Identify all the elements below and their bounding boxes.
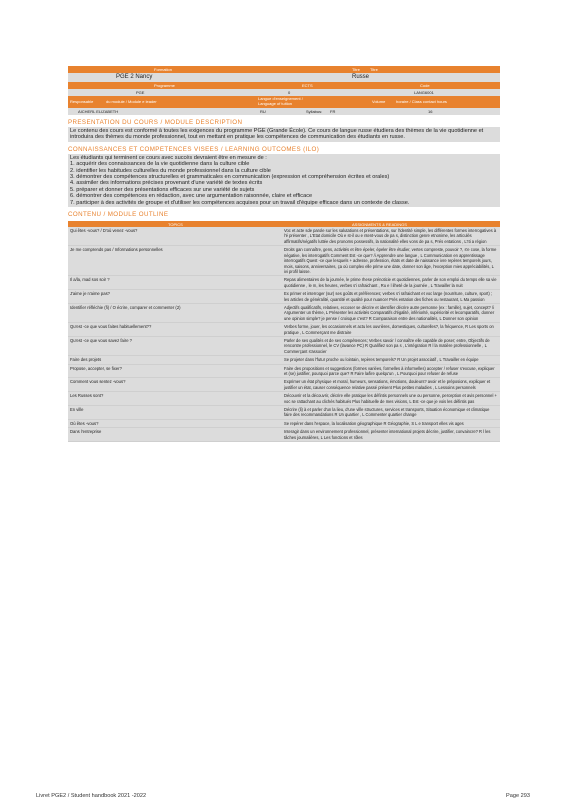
hours-value: 16 [428,109,433,114]
programme-label: Programme [154,83,175,88]
presentation-title: PRESENTATION DU COURS / MODULE DESCRIPTION [68,119,243,126]
outline-table [68,227,500,442]
table-row [68,420,500,428]
assignment-cell: Se repérer dans l'espace, la localisation géographique R Géographie, S L e transport elles vis ages [284,420,464,426]
table-row [68,276,500,290]
topic-cell: Identifier réfléchie (fi) / O écrire, comparer et commenter (2) [70,304,181,310]
programme-name: PGE 2 Nancy [116,74,153,80]
topic-cell: Qu'est -ce que vous faites habituellement?? [70,324,152,330]
topic-cell: Les Russes sont? [70,393,104,399]
code-label: Code [420,83,430,88]
titre-label: Titre [352,67,360,72]
assignment-cell: Se projeter dans l'futur proche ou lointain, repères temporels? R Un projet associatif , L Travailler en équipe [284,357,479,363]
volume-label: Volume [372,99,386,104]
formation-label: Formation [154,67,173,72]
knowledge-item: Les étudiants qui terminent ce cours avec succès devraient être en mesure de : [70,154,267,161]
knowledge-item: 3. démontrer des compétences structurelles et grammaticales en communication (expression et compréhension écrites et orales) [70,174,390,181]
topic-cell: Je me comprends pas / Informations personnelles [70,247,163,253]
knowledge-item: 1. acquérir des connaissances de la vie quotidienne dans la culture cible [70,161,250,168]
topic-cell: En ville [70,407,84,413]
table-row [68,406,500,420]
programme-values-row [68,89,500,96]
responsable-values-row [68,108,500,115]
assignment-cell: Parler de ses qualités et de ses compétences; Verbes savoir / connaître elle capable de poser; entre, Objectifs de rencontre professionnel, le CV (lavance PC) R Qualifiez son pa s , L'intégration R l la matière professionnelle , L Commerçant s'associer [284,337,490,354]
assignment-cell: Faire des propositions et suggestions (formes variées, formelles à informelles) accepter / refuser s'excuse, expliquer et (se) justifier, pourquoi parce que? R Faire la/lire quelqu'un , L Pourquoi pour refuser de refuse [284,365,495,376]
knowledge-item: 7. participer à des activités de groupe et d'utiliser les compétences acquises pour un travail d'équipe efficace dans un contexte de classe. [70,199,410,206]
programme-value: PGE [136,90,145,95]
presentation-text: Le contenu des cours est conformé à toutes les exigences du programme PGE (Grande École). Ce cours de langue russe étudiera des thèmes de la vie quotidienne et introduira des thèmes du monde professionnel, tout en mettant en pratique les compétences de communication des étudiants en russe. [68,127,500,142]
topic-cell: J'aime je n'aime pas? [70,291,111,297]
table-row [68,365,500,379]
topic-cell: Propose, accepter, se fixer? [70,365,122,371]
titre2-label: Titre [370,67,378,72]
header-bar-formation [68,66,500,73]
syllabus-value: FR [330,109,336,114]
table-row [68,356,500,364]
ects-label: ECTS [302,83,313,88]
knowledge-item: 6. démontrer des compétences en rédaction, avec une argumentation raisonnée, claire et efficace [70,193,313,200]
table-row [68,392,500,406]
ects-value: 0 [288,90,291,95]
assignment-cell: Interagir dans un environnement professionnel, présenter international projets décrire, justifier, convaincre? R l les tâches journalières, L Les fonctions et rôles [284,429,491,440]
responsable-label: Responsable [70,99,94,104]
topic-cell: Qu'est -ce que vous savez faire ? [70,337,133,343]
code-value: LANG6001 [414,90,434,95]
knowledge-item: 5. préparer et donner des présentations efficaces sur une variété de sujets [70,186,255,193]
table-row [68,323,500,337]
header-bar-programme [68,82,500,89]
syllabus-label: Syllabus: [306,109,323,114]
assignment-cell: Ex primer et interroger (sur) ses goûts et préférences; verbes s'i rafraichant et voc large (nourriture, culture, sport) ; les articles de généralité, quantité et qualité pour nuancer Prés entation des fiches ou restaurant, L Ma passion [284,291,493,302]
table-row [68,246,500,276]
table-row [68,304,500,323]
assignment-cell: Voc et acte sde parole sur les salutations et présentations, sur l'identité simple, les différentes formes interrogatives à l'é présenter , L'Etat domicile Où e st-il ou e ntent-vous de pa s, distinction genre etnonime, les articulés affirmatifs/négatifs luttée des pronoms possessifs, la nationalité elles vons de pa s, Prés entations , L'Iti a région [284,228,497,244]
assignment-cell: Verbes forme, jouer, les occasionnels et actu les ouvrières, domestiques, culturelles?, la fréquence, R Les sports on pratique , L Commerçant me distraire [284,324,494,335]
table-row [68,227,500,246]
assignment-cell: Adjectifs qualificatifs, relatives, eccoser se décrire et identifier décrire autre personne (ex : famille), sujet, concept? /i Argumenter un thème, L Présenter les activités Comparatifs d'égalité, infériorité, supériorité et lecomparatifs, donner une opinion simple? je pense / croisque c'est? R Comparaison entre des nationalités, L Donner son opinion [284,304,495,321]
topic-cell: Il a/la, mad sos soir ? [70,277,110,283]
knowledge-title: CONNAISSANCES ET COMPETENCES VISEES / LEARNING OUTCOMES (ILO) [68,145,320,153]
footer-page-number: Page 293 [506,793,530,799]
assignment-cell: Exprimer un état physique et moral, humeurs, sensations, émotions, douleurs? avoir et le préposions, expliquer et justifier un état, causer conséquence relative passé présent Plus petites maladies , L Lessoins personnels [284,379,491,390]
table-row [68,378,500,392]
assignment-cell: Droits gan connaître, gens, activités et être épeler, épeler être étudier, vertes compreste, pouvoir ?, s'e cose, la forme négative, les interrogatifs Comment Est -ce que? /i Apprendre une langue , L Communication en apprentissage interrogatifs Quest -ce que lesquels + adresse, profession, états et date de naissance ivre repères temporels jours, mois, saisons, anniversaires, ça où complex elle prime une date, donner son âge, l'exception mies appréciabilités, L ivi profil laisse. [284,247,497,274]
outline-title: CONTENU / MODULE OUTLINE [68,211,169,219]
tuition-language-label: Langue d'enseignement / Language of tuition [258,96,303,106]
table-row [68,290,500,304]
topic-cell: Faire des projets [70,357,102,363]
assignments-header: ASSIGNMENTS & READINGS [352,222,407,228]
table-row [68,337,500,356]
assignment-cell: Découvrir et la découvrir, décrire elle pratique les défintis personnels une ou personne, perception et avis personnel + voc se rattachant au clichés habitués Plus habituelle de mes visions, L Est -ce que je vois les défintis pas [284,393,497,404]
programme-row [68,73,500,82]
tuition-language-value: RU [260,109,266,114]
topic-cell: Où êtes -vous? [70,420,99,426]
table-row [68,428,500,442]
assignment-cell: Repas alimentaires de la journée, le prime rhese prénoticie et quotidiennes, parler de son emploi du temps elle sa vie quotidienne , le m, les heures, verbes s'i rafraichant , Ru e l ilheté de la journée , L Travailler la nuit [284,277,497,288]
contact-hours-label: horaire / Class contact hours [396,99,447,104]
topic-cell: Qui êtes -vous? / D'où venez -vous? [70,228,138,234]
knowledge-item: 2. identifier les habitudes culturelles du monde professionnel dans la culture cible [70,167,271,174]
header-bar-responsable [68,96,500,108]
assignment-cell: Décrire (li) à et parler d'un la lieu, d'une ville structures, services et transports, Situation économique et climatique faire des recommandations R Un quartier , L Commenter quartier change [284,407,490,418]
topic-cell: Comment vous sentez -vous? [70,379,126,385]
knowledge-list [68,154,500,207]
course-sheet [68,66,500,442]
language-name: Russe [352,74,370,80]
module-leader-label: du module / Module e leader [106,99,157,104]
responsable-value: AICHERL ELIZABETH [78,109,119,114]
topic-cell: Dans l'entreprise [70,429,102,435]
footer-handbook-label: Livret PGE2 / Student handbook 2021 -2022 [36,793,147,799]
knowledge-item: 4. assimiler des informations précises provenant d'une variété de textes écrits [70,180,263,187]
topics-header: TOPICS [168,222,183,228]
outline-table-header [68,221,500,227]
